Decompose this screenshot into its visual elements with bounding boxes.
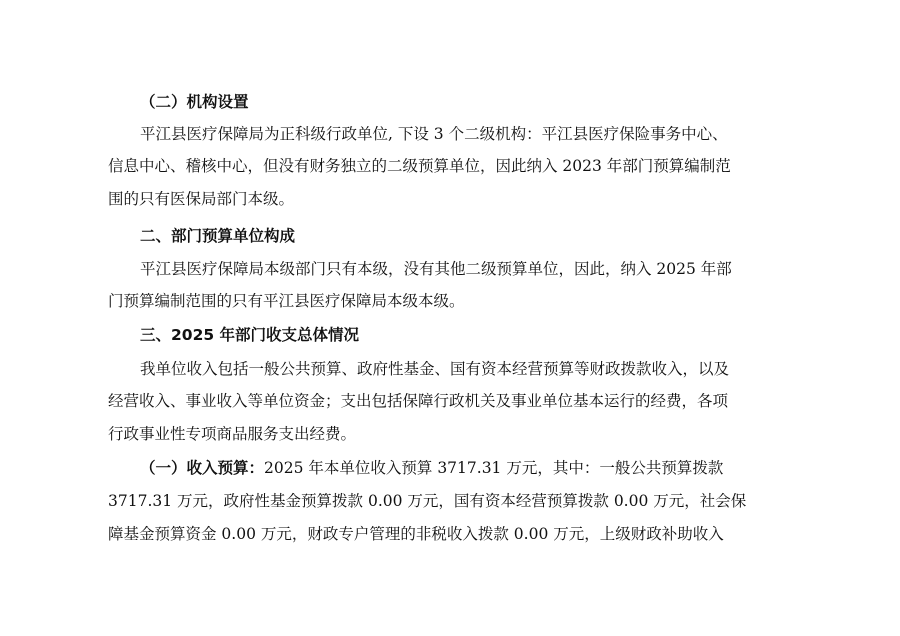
paragraph-line: 围的只有医保局部门本级。 <box>108 190 295 208</box>
income-budget-text: 2025 年本单位收入预算 3717.31 万元，其中：一般公共预算拨款 <box>264 459 724 477</box>
income-budget-label: （一）收入预算： <box>140 459 265 477</box>
paragraph-line: 障基金预算资金 0.00 万元，财政专户管理的非税收入拨款 0.00 万元，上级财政补助收入 <box>108 525 724 543</box>
paragraph-line: 经营收入、事业收入等单位资金；支出包括保障行政机关及事业单位基本运行的经费，各项 <box>108 392 729 410</box>
paragraph-line: 我单位收入包括一般公共预算、政府性基金、国有资本经营预算等财政拨款收入，以及 <box>140 360 730 378</box>
paragraph-line: 平江县医疗保障局本级部门只有本级，没有其他二级预算单位，因此，纳入 2025 年部 <box>140 260 732 278</box>
paragraph-line: 门预算编制范围的只有平江县医疗保障局本级本级。 <box>108 292 465 310</box>
heading-overview: 三、2025 年部门收支总体情况 <box>140 326 360 344</box>
paragraph-line: 3717.31 万元，政府性基金预算拨款 0.00 万元，国有资本经营预算拨款 0.00 万元，社会保 <box>108 492 747 510</box>
paragraph-line: 行政事业性专项商品服务支出经费。 <box>108 425 357 443</box>
paragraph-line: 信息中心、稽核中心，但没有财务独立的二级预算单位，因此纳入 2023 年部门预算编制范 <box>108 157 731 175</box>
paragraph-line: 平江县医疗保障局为正科级行政单位, 下设 3 个二级机构：平江县医疗保险事务中心、 <box>140 125 728 143</box>
heading-budget-units: 二、部门预算单位构成 <box>140 227 296 245</box>
income-budget-line <box>140 458 800 478</box>
heading-org-setup: （二）机构设置 <box>140 93 249 111</box>
